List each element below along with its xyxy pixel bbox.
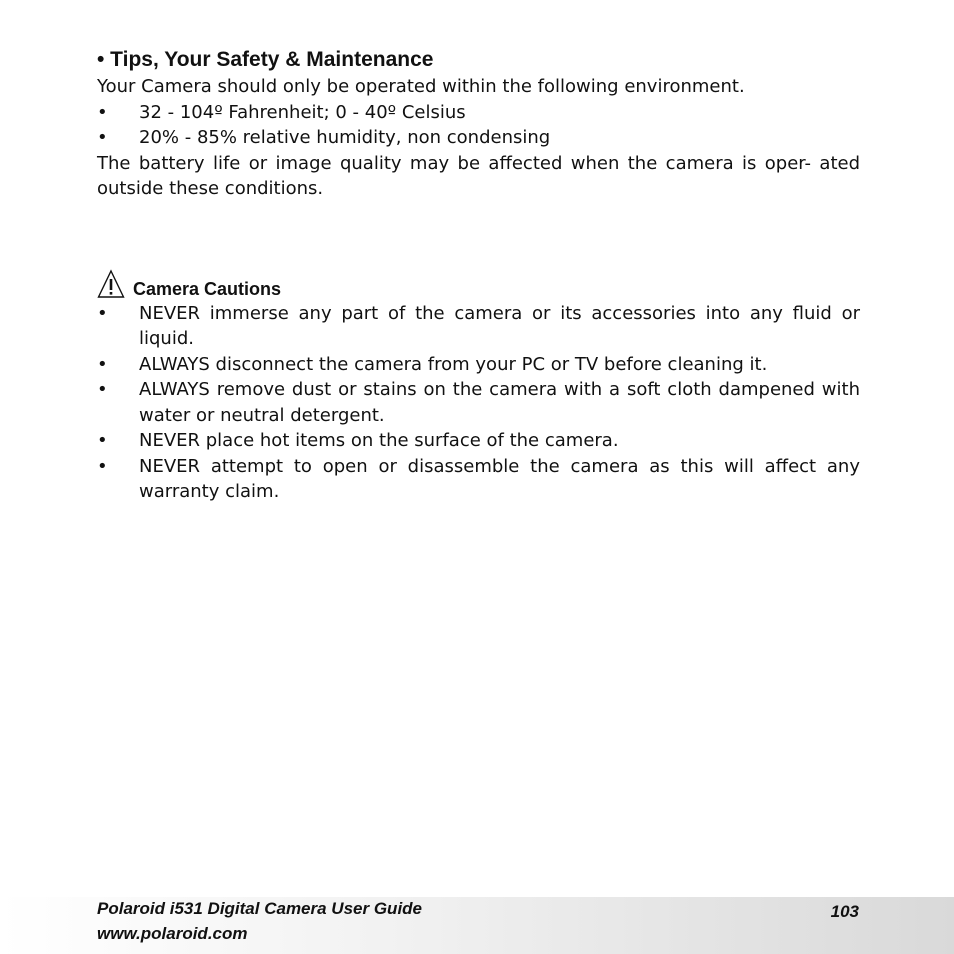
list-item <box>97 100 860 126</box>
page-content <box>97 46 860 505</box>
footer-url: www.polaroid.com <box>97 924 248 943</box>
bullet-glyph: • <box>97 430 108 451</box>
page-number: 103 <box>830 902 859 921</box>
caution-text: ALWAYS remove dust or stains on the camera with a soft cloth dampened with water or neutral detergent. <box>139 379 860 426</box>
environment-conditions-list <box>97 100 860 151</box>
caution-text: NEVER attempt to open or disassemble the camera as this will affect any warranty claim. <box>139 455 860 502</box>
bullet-glyph: • <box>97 101 108 123</box>
bullet-glyph: • <box>97 353 108 375</box>
bullet-glyph: • <box>97 379 108 400</box>
cautions-list <box>97 301 860 505</box>
list-item <box>97 125 860 151</box>
condition-temperature: 32 - 104º Fahrenheit; 0 - 40º Celsius <box>139 101 466 123</box>
environment-intro: Your Camera should only be operated within the following environment. <box>97 76 745 97</box>
caution-text: ALWAYS disconnect the camera from your PC or TV before cleaning it. <box>139 353 768 375</box>
section-spacer <box>97 202 860 271</box>
page-footer <box>0 897 954 954</box>
warning-triangle-icon <box>97 269 125 299</box>
conditions-note: The battery life or image quality may be affected when the camera is oper- ated outside these conditions. <box>97 152 860 199</box>
section-title: • Tips, Your Safety & Maintenance <box>97 48 434 71</box>
caution-text: NEVER place hot items on the surface of the camera. <box>139 430 619 451</box>
list-item <box>97 301 860 352</box>
list-item <box>97 352 860 378</box>
bullet-glyph: • <box>97 302 108 324</box>
condition-humidity: 20% - 85% relative humidity, non condensing <box>139 127 551 148</box>
list-item <box>97 428 860 454</box>
cautions-title: Camera Cautions <box>133 278 282 299</box>
footer-guide-title: Polaroid i531 Digital Camera User Guide <box>97 899 423 918</box>
bullet-glyph: • <box>97 127 108 148</box>
caution-text: NEVER immerse any part of the camera or its accessories into any fluid or liquid. <box>139 302 860 349</box>
bullet-glyph: • <box>97 455 108 477</box>
cautions-header <box>97 271 860 301</box>
list-item <box>97 377 860 428</box>
list-item <box>97 454 860 505</box>
